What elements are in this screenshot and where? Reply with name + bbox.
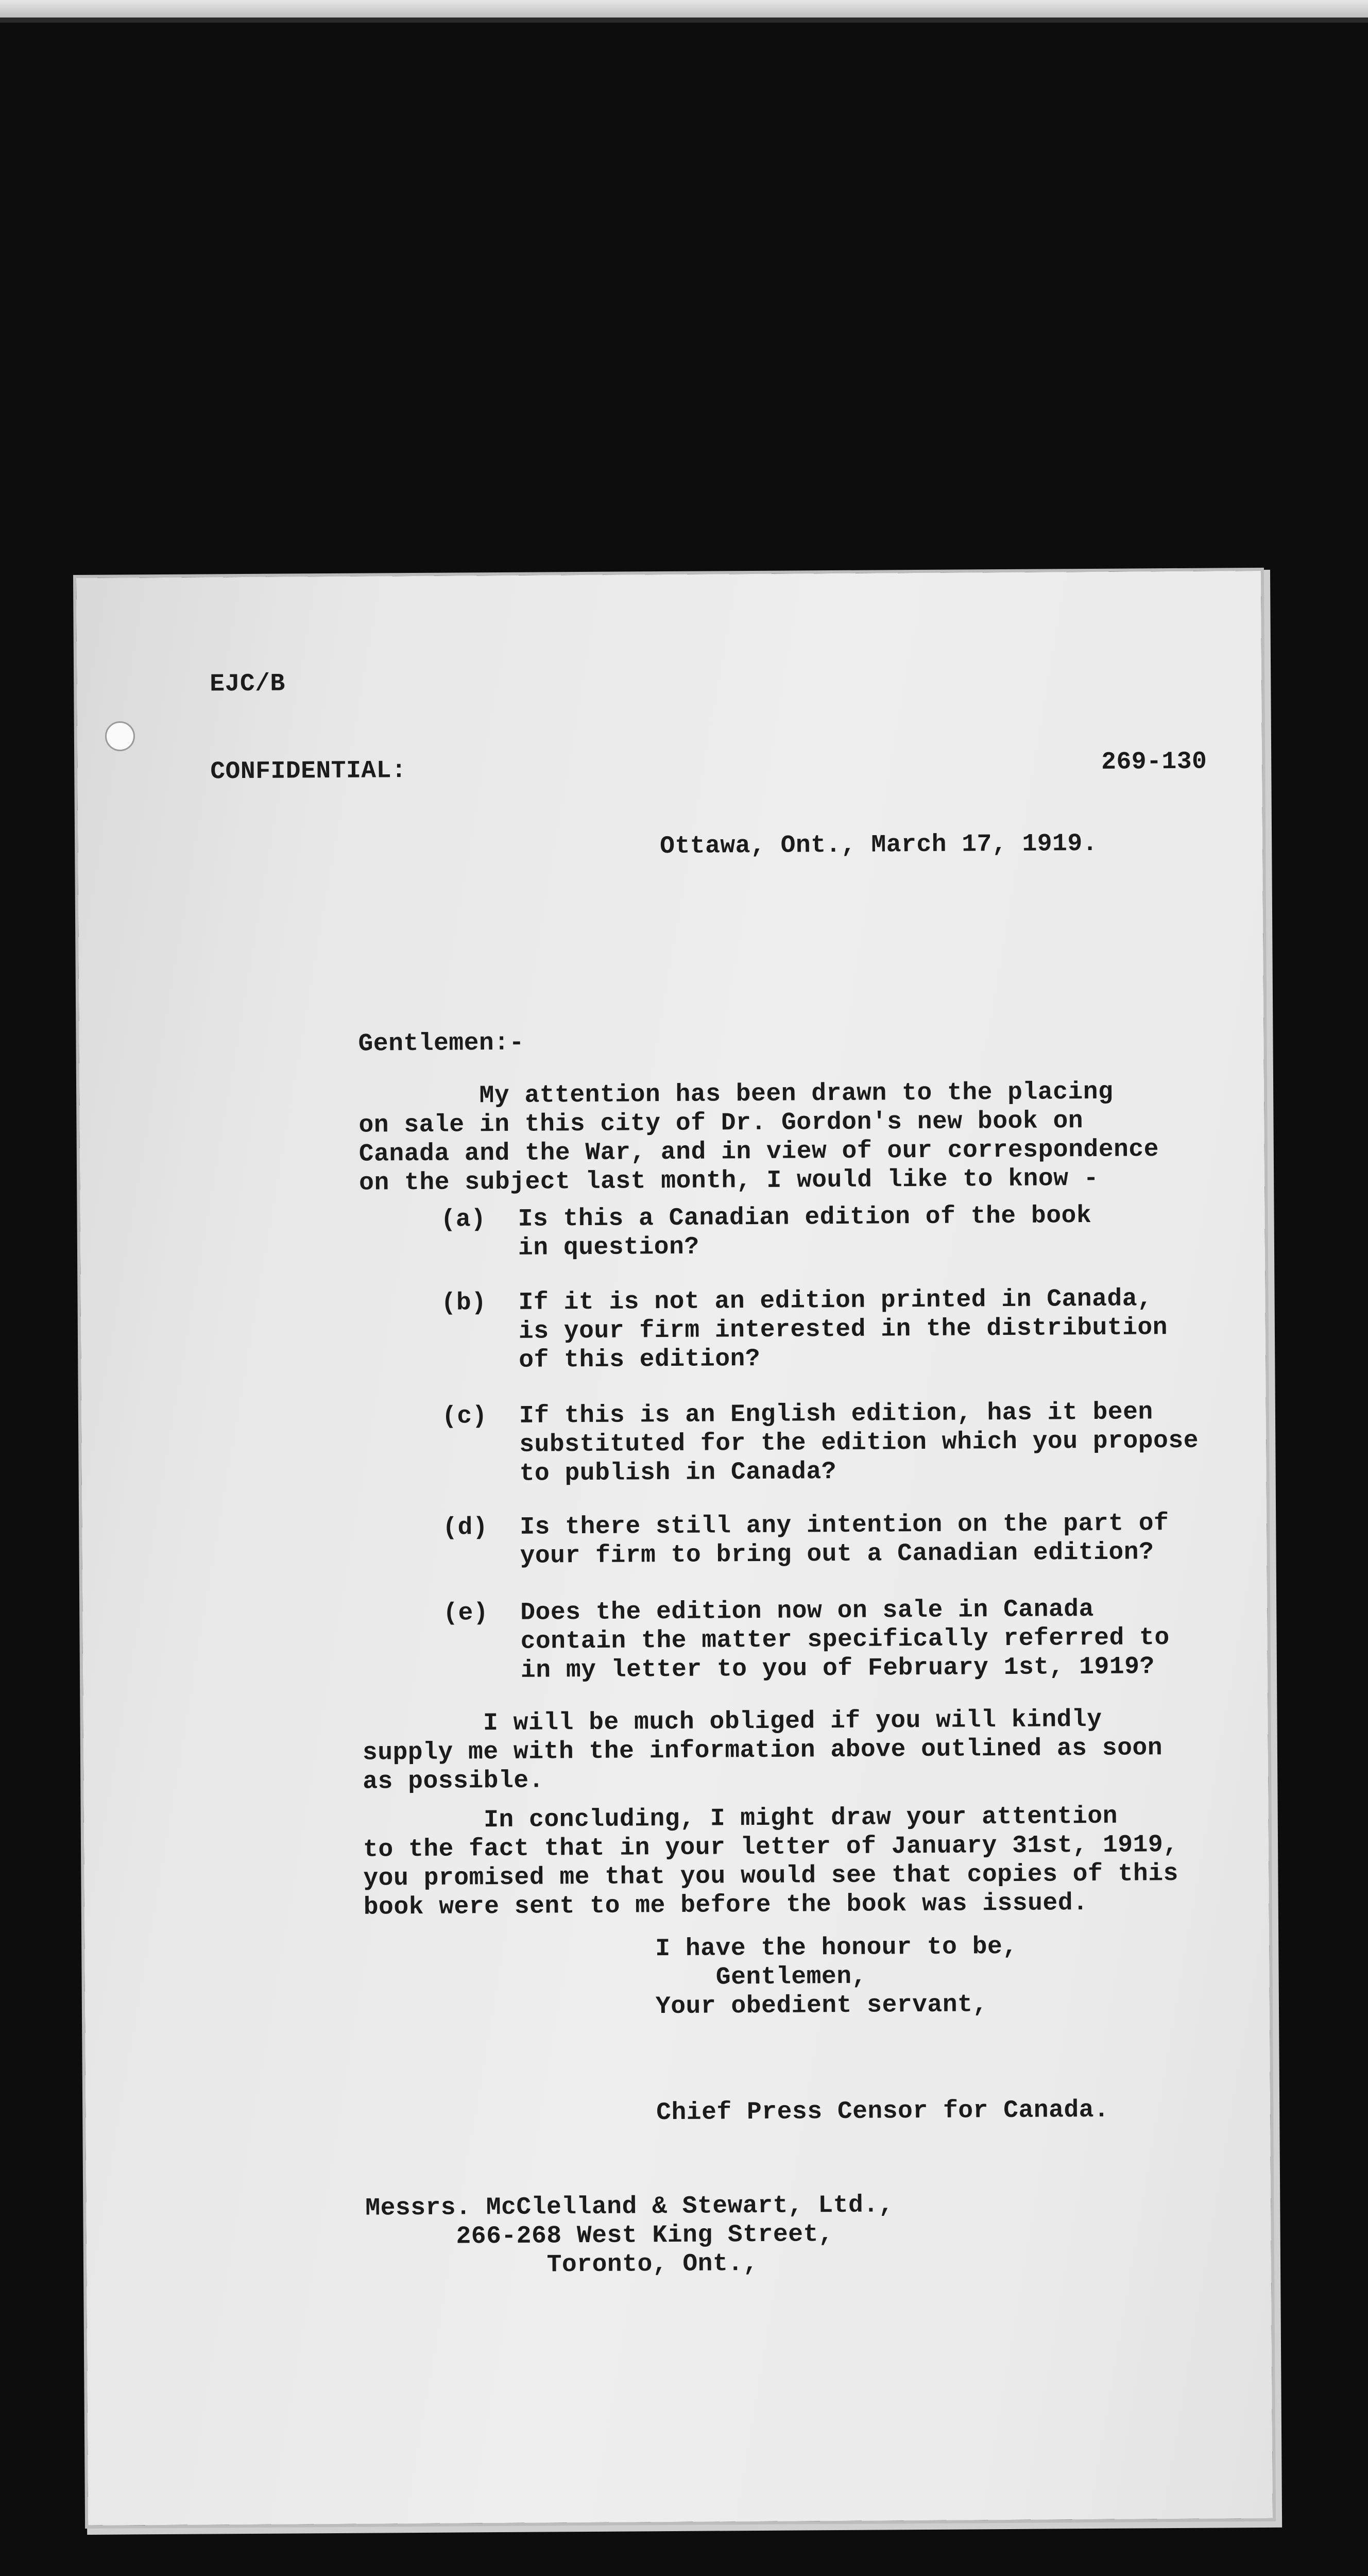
closing: I have the honour to be, Gentlemen, Your obedient servant,: [655, 1933, 1018, 2021]
classification-label: CONFIDENTIAL:: [210, 757, 407, 786]
salutation: Gentlemen:-: [358, 1029, 525, 1058]
scanner-top-strip: [0, 0, 1368, 18]
recipient-address: Messrs. McClelland & Stewart, Ltd., 266-268 West King Street, Toronto, Ont.,: [365, 2191, 894, 2280]
question-label: (d): [442, 1514, 488, 1542]
date-line: Ottawa, Ont., March 17, 1919.: [660, 829, 1098, 861]
scanner-edge: [0, 18, 1368, 23]
file-number: 269-130: [1101, 748, 1207, 776]
question-label: (b): [441, 1289, 487, 1317]
punch-hole: [105, 721, 135, 751]
question-text: Is this a Canadian edition of the book in question?: [518, 1201, 1092, 1262]
letter-page: [76, 571, 1273, 2526]
question-text: If it is not an edition printed in Canada, is your firm interested in the distribution of this edition?: [518, 1285, 1168, 1375]
intro-paragraph: My attention has been drawn to the placing on sale in this city of Dr. Gordon's new book on Canada and the War, and in view of our correspondence on the subject last month, I would like to know -: [358, 1078, 1159, 1197]
question-label: (e): [443, 1599, 489, 1628]
reference-initials: EJC/B: [210, 670, 285, 699]
signature-title: Chief Press Censor for Canada.: [656, 2096, 1109, 2127]
paragraph-concluding: In concluding, I might draw your attention to the fact that in your letter of January 31st, 1919, you promised me that you would see that copies of this book were sent to me before the book was issued.: [363, 1802, 1179, 1922]
paragraph-obliged: I will be much obliged if you will kindly supply me with the information above outlined as soon as possible.: [362, 1705, 1163, 1796]
question-label: (c): [441, 1402, 488, 1431]
question-label: (a): [440, 1206, 486, 1234]
question-text: Does the edition now on sale in Canada contain the matter specifically referred to in my letter to you of February 1st, 1919?: [520, 1595, 1170, 1685]
question-text: If this is an English edition, has it been substituted for the edition which you propose to publish in Canada?: [519, 1398, 1199, 1488]
question-text: Is there still any intention on the part of your firm to bring out a Canadian edition?: [520, 1510, 1169, 1570]
